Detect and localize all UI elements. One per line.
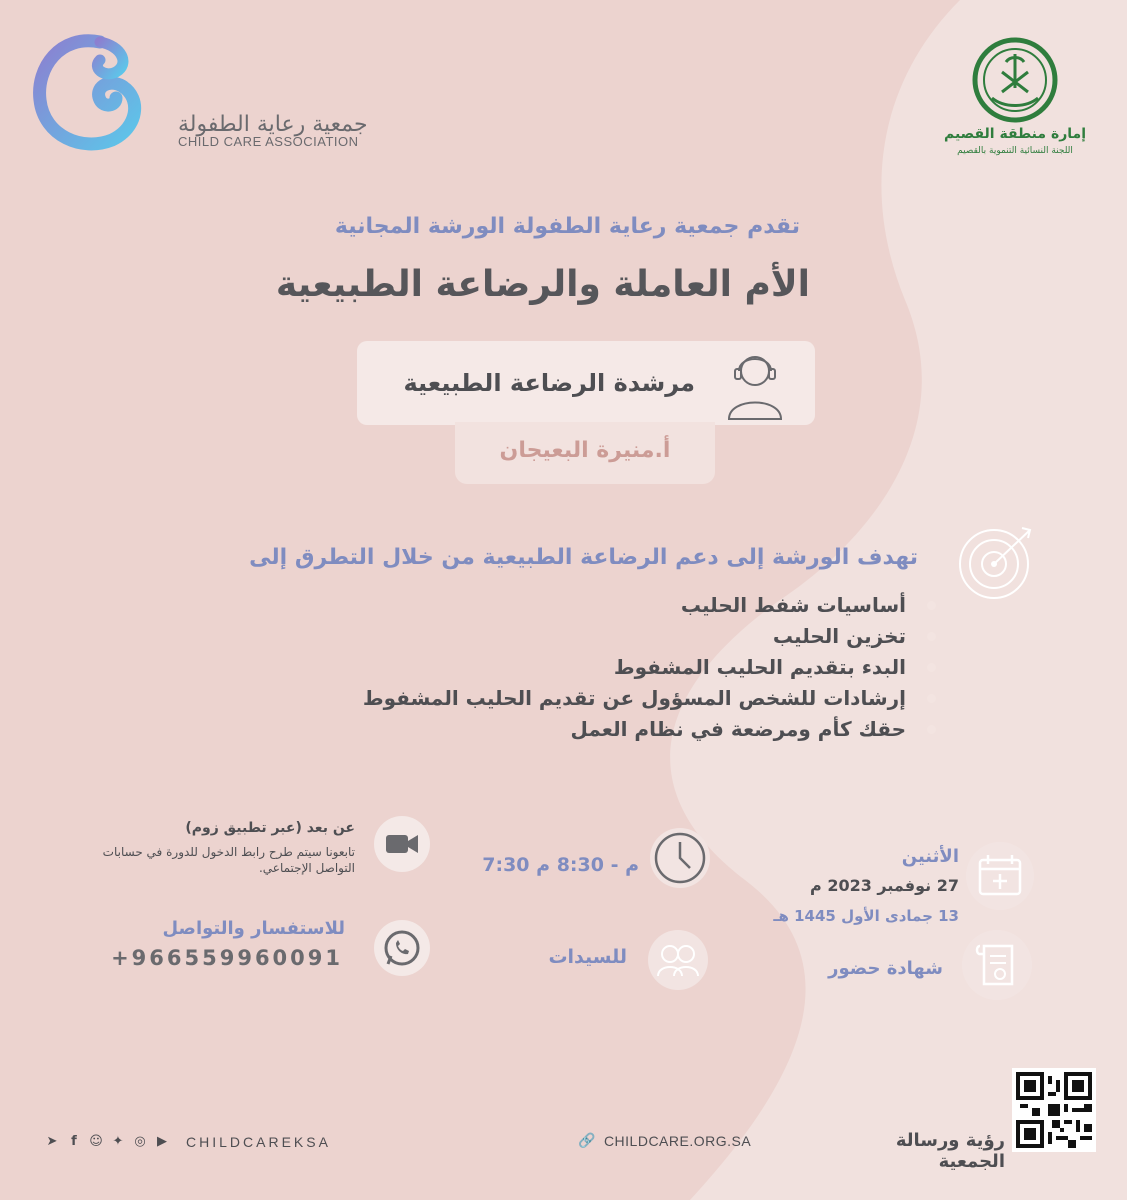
women-group-icon: [648, 930, 708, 990]
delivery-mode: عن بعد (عبر تطبيق زوم): [185, 820, 355, 836]
objective-text: تخزين الحليب: [772, 624, 906, 648]
association-swirl-icon: [30, 28, 150, 153]
facebook-icon[interactable]: f: [71, 1134, 77, 1149]
website-url[interactable]: CHILDCARE.ORG.SA: [603, 1132, 752, 1149]
video-camera-icon: [374, 816, 430, 872]
qr-code-icon: [1016, 1072, 1092, 1148]
association-name-arabic: جمعية رعاية الطفولة: [178, 112, 368, 137]
list-item: [340, 621, 940, 652]
telegram-icon[interactable]: ➤: [46, 1134, 58, 1149]
list-item: [340, 590, 940, 621]
gregorian-date: 27 نوفمبر 2023 م: [810, 876, 959, 895]
objectives-heading: تهدف الورشة إلى دعم الرضاعة الطبيعية من خلال التطرق إلى: [249, 545, 918, 570]
presenter-role: مرشدة الرضاعة الطبيعية: [403, 369, 695, 397]
objective-text: حقك كأم ومرضعة في نظام العمل: [570, 717, 906, 741]
audience-text: للسيدات: [548, 946, 627, 968]
workshop-day: الأثنين: [901, 846, 959, 867]
presenter-name-card: [455, 422, 715, 484]
delivery-mode-note: تابعونا سيتم طرح رابط الدخول للدورة في حسابات التواصل الإجتماعي.: [102, 845, 355, 875]
contact-label: للاستفسار والتواصل: [162, 918, 345, 939]
objectives-list: [340, 590, 940, 745]
objective-text: أساسيات شفط الحليب: [680, 593, 906, 617]
youtube-icon[interactable]: ▶: [157, 1134, 167, 1149]
website-link[interactable]: [578, 1132, 751, 1149]
contact-phone[interactable]: +966559960091: [111, 946, 343, 970]
bullet-icon: [927, 663, 936, 672]
hijri-date: 13 جمادى الأول 1445 هـ: [773, 907, 959, 925]
social-handle[interactable]: CHILDCAREKSA: [186, 1134, 331, 1150]
link-icon: 🔗: [578, 1132, 596, 1148]
presenter-role-card: [357, 341, 815, 425]
vision-mission-label: رؤية ورسالة الجمعية: [895, 1130, 1005, 1172]
child-care-association-logo: [30, 28, 368, 158]
emirate-committee: اللجنة النسائية التنموية بالقصيم: [957, 146, 1073, 156]
social-links: [44, 1132, 331, 1152]
qr-code[interactable]: [1012, 1068, 1096, 1152]
instagram-icon[interactable]: ◎: [134, 1134, 146, 1149]
workshop-intro: تقدم جمعية رعاية الطفولة الورشة المجانية: [334, 214, 800, 239]
association-name-english: CHILD CARE ASSOCIATION: [178, 134, 359, 149]
whatsapp-icon[interactable]: [374, 920, 430, 976]
workshop-title: الأم العاملة والرضاعة الطبيعية: [275, 264, 810, 305]
bullet-icon: [927, 694, 936, 703]
qassim-emirate-logo: [930, 36, 1100, 166]
objective-text: إرشادات للشخص المسؤول عن تقديم الحليب المشفوط: [362, 686, 906, 710]
certificate-icon: [962, 930, 1032, 1000]
list-item: [340, 652, 940, 683]
workshop-time: 7:30 م - 8:30 م: [482, 854, 639, 876]
list-item: [340, 683, 940, 714]
presenter-name: أ.منيرة البعيجان: [499, 438, 671, 463]
emirate-name: إمارة منطقة القصيم: [943, 126, 1086, 142]
emirate-emblem-icon: [970, 36, 1060, 124]
bullet-icon: [927, 725, 936, 734]
twitter-icon[interactable]: ✦: [112, 1134, 124, 1149]
snapchat-icon[interactable]: ☺: [89, 1134, 103, 1149]
calendar-icon: [966, 842, 1034, 910]
bullet-icon: [927, 632, 936, 641]
clock-icon: [650, 828, 710, 888]
certificate-text: شهادة حضور: [828, 958, 943, 979]
bullet-icon: [927, 601, 936, 610]
objective-text: البدء بتقديم الحليب المشفوط: [613, 655, 906, 679]
list-item: [340, 714, 940, 745]
target-icon: [958, 522, 1036, 600]
headset-person-icon: [723, 347, 787, 421]
